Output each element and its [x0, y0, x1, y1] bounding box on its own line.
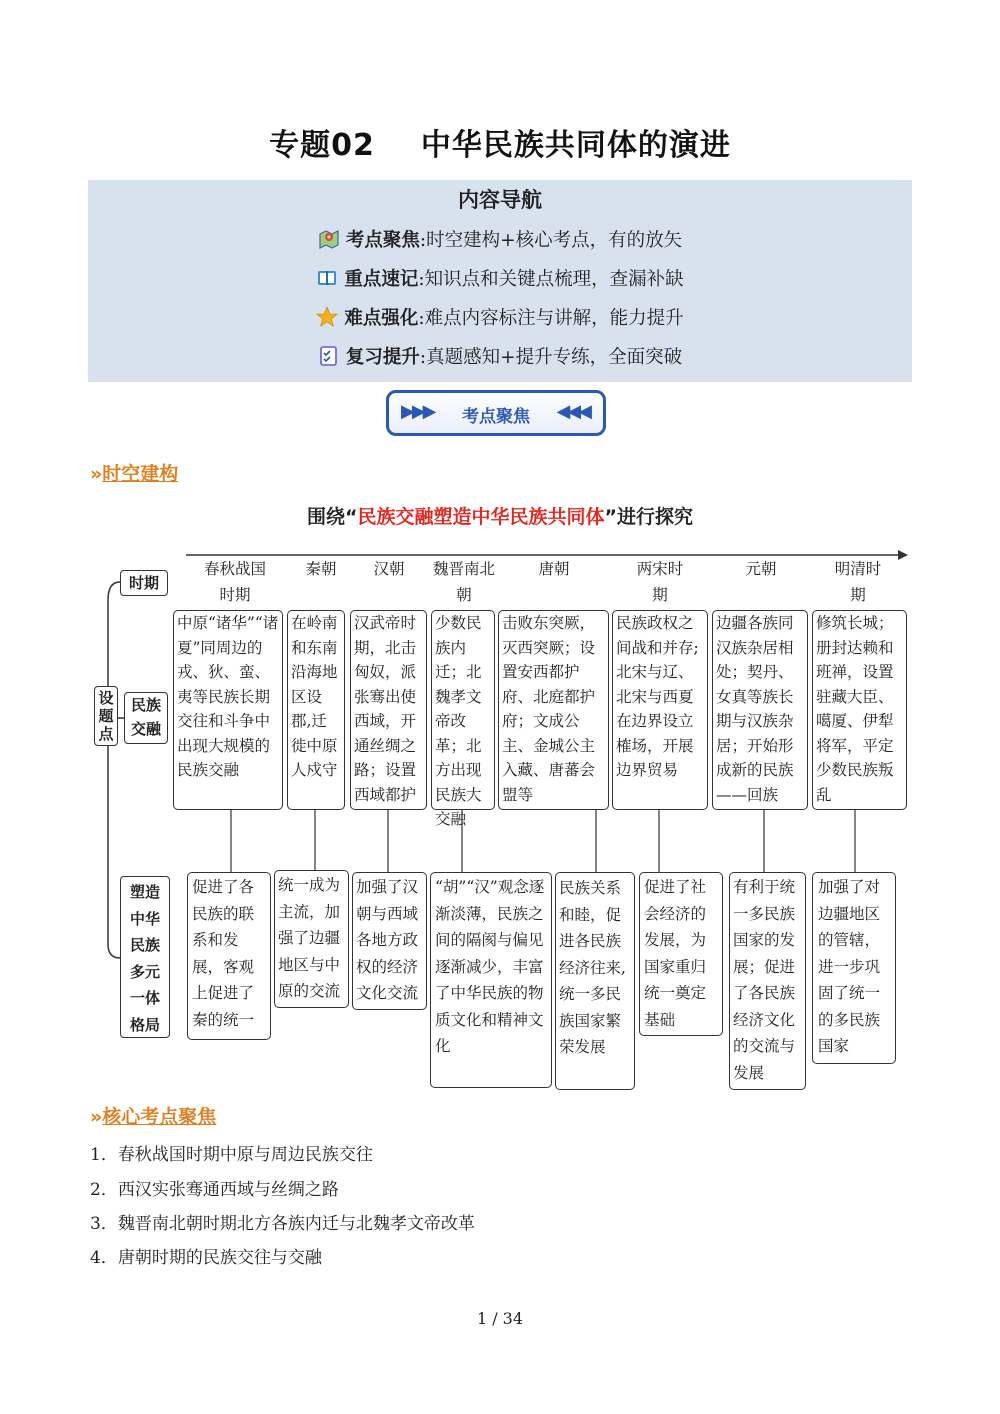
impact-box: 加强了汉朝与西域各地方政权的经济文化交流 — [352, 872, 427, 1010]
list-item: 1．春秋战国时期中原与周边民族交往 — [90, 1145, 373, 1165]
nav-desc: 难点内容标注与讲解，能力提升 — [424, 308, 684, 329]
section-heading-spacetime: » 时空建构 — [90, 463, 179, 485]
impact-box: 促进了各民族的联系和发展，客观上促进了秦的统一 — [187, 872, 271, 1040]
arrow-left-icon: ◀◀◀ — [556, 401, 589, 422]
nav-heading: 内容导航 — [458, 188, 542, 212]
impact-box: 有利于统一多民族国家的发展；促进了各民族经济文化的交流与发展 — [729, 872, 806, 1090]
arrow-right-icon: ▶▶▶ — [401, 401, 434, 422]
nav-key: 重点速记 — [344, 269, 419, 290]
section-heading-core: » 核心考点聚焦 — [90, 1106, 217, 1128]
label-root: 设题点 — [94, 686, 118, 746]
fusion-box: 民族政权之间战和并存;北宋与辽、北宋与西夏在边界设立榷场，开展边界贸易 — [612, 610, 708, 810]
nav-key: 复习提升 — [345, 347, 420, 368]
focus-banner-label: 考点聚焦 — [462, 407, 530, 427]
nav-desc: 真题感知+提升专练，全面突破 — [426, 347, 683, 368]
period-header: 汉朝 — [373, 560, 405, 578]
fusion-box: 击败东突厥，灭西突厥；设置安西都护府、北庭都护府；文成公主、金城公主入藏、唐蕃会盟等 — [498, 610, 609, 810]
topic-name: 中华民族共同体的演进 — [420, 128, 731, 163]
double-chevron-icon: » — [90, 1106, 99, 1128]
nav-row-focus: 考点聚焦:时空建构+核心考点，有的放矢 — [88, 226, 912, 252]
nav-desc: 知识点和关键点梳理，查漏补缺 — [424, 269, 684, 290]
fusion-box: 汉武帝时期，北击匈奴，派张骞出使西域，开通丝绸之路；设置西域都护 — [350, 610, 427, 810]
period-header: 两宋时期 — [636, 560, 684, 604]
fusion-box: 在岭南和东南沿海地区设郡,迁徙中原人戍守 — [287, 610, 345, 810]
impact-box: “胡”“汉”观念逐渐淡薄，民族之间的隔阂与偏见逐渐减少，丰富了中华民族的物质文化和精神文化 — [430, 872, 552, 1088]
list-item: 3．魏晋南北朝时期北方各族内迁与北魏孝文帝改革 — [90, 1214, 475, 1234]
period-header: 唐朝 — [538, 560, 570, 578]
nav-key: 难点强化 — [344, 308, 419, 329]
fusion-box: 少数民族内迁；北魏孝文帝改革；北方出现民族大交融 — [431, 610, 495, 810]
impact-box: 统一成为主流，加强了边疆地区与中原的交流 — [274, 870, 349, 1008]
fusion-box: 修筑长城；册封达赖和班禅，设置驻藏大臣、噶厦、伊犁将军，平定少数民族叛乱 — [812, 610, 907, 810]
double-chevron-icon: » — [90, 463, 99, 485]
impact-box: 促进了社会经济的发展，为国家重归统一奠定基础 — [639, 872, 723, 1036]
period-header: 秦朝 — [305, 560, 337, 578]
nav-row-memo: 重点速记:知识点和关键点梳理，查漏补缺 — [88, 265, 912, 291]
nav-row-review: 复习提升:真题感知+提升专练，全面突破 — [88, 343, 912, 369]
label-period: 时期 — [120, 570, 168, 596]
impact-box: 民族关系和睦，促进各民族经济往来,统一多民族国家繁荣发展 — [555, 872, 635, 1090]
label-fusion: 民族交融 — [124, 692, 168, 744]
period-header: 元朝 — [745, 560, 777, 578]
nav-row-difficulty: 难点强化:难点内容标注与讲解，能力提升 — [88, 304, 912, 330]
list-item: 2．西汉实张骞通西域与丝绸之路 — [90, 1180, 339, 1200]
fusion-box: 中原“诸华”“诸夏”同周边的戎、狄、蛮、夷等民族长期交往和斗争中出现大规模的民族交融 — [173, 610, 283, 810]
nav-desc: 时空建构+核心考点，有的放矢 — [426, 230, 683, 251]
label-impact: 塑造中华民族多元一体格局 — [120, 876, 170, 1038]
period-header: 魏晋南北朝 — [432, 560, 495, 604]
impact-box: 加强了对边疆地区的管辖，进一步巩固了统一的多民族国家 — [812, 872, 896, 1064]
list-item: 4．唐朝时期的民族交往与交融 — [90, 1248, 322, 1268]
page-number: 1 / 34 — [476, 1309, 524, 1328]
topic-number: 专题02 — [269, 128, 375, 163]
nav-key: 考点聚焦 — [345, 230, 420, 251]
diagram-title: 围绕“民族交融塑造中华民族共同体”进行探究 — [306, 506, 693, 528]
period-header: 明清时期 — [834, 560, 882, 604]
period-header: 春秋战国时期 — [203, 560, 266, 604]
timeline-arrowhead — [898, 550, 908, 560]
fusion-box: 边疆各族同汉族杂居相处；契丹、女真等族长期与汉族杂居；开始形成新的民族——回族 — [712, 610, 808, 810]
